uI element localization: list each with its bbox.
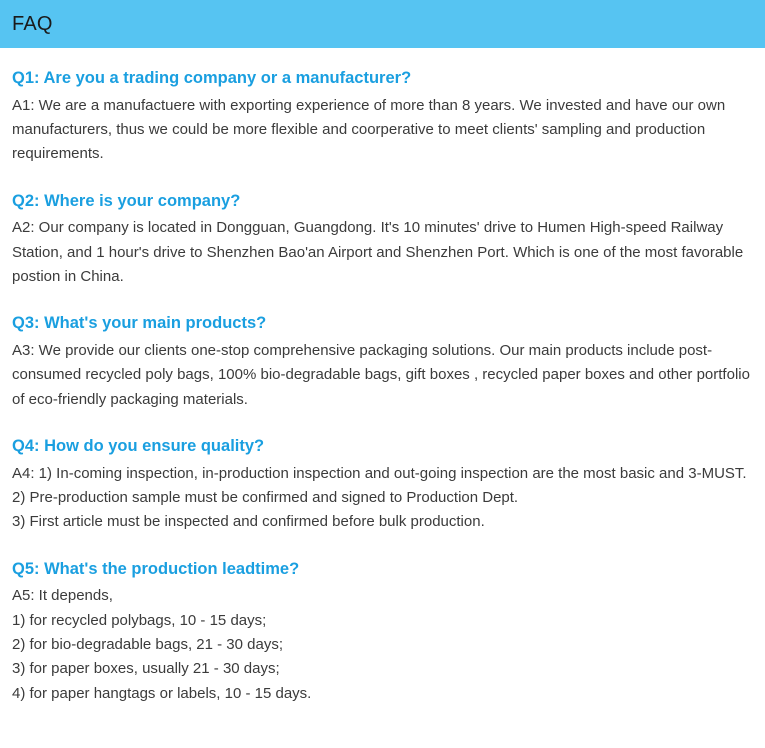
faq-answer-line: A4: 1) In-coming inspection, in-production inspection and out-going inspection are the most basic and 3-MUST.: [12, 464, 747, 482]
faq-answer: [12, 339, 751, 412]
faq-answer-line: A3: We provide our clients one-stop comprehensive packaging solutions. Our main products include post-consumed recycled poly bags, 100% bio-degradable bags, gift boxes , recycled paper boxes and other portfolio of eco-friendly packaging materials.: [12, 342, 750, 408]
faq-question: Q3: What's your main products?: [12, 314, 267, 333]
faq-item: [12, 311, 751, 412]
faq-item: [12, 189, 751, 290]
faq-answer-line: 2) for bio-degradable bags, 21 - 30 days;: [12, 635, 284, 653]
faq-answer-line: 3) for paper boxes, usually 21 - 30 days;: [12, 660, 280, 678]
page-title: FAQ: [12, 12, 53, 35]
faq-question: Q2: Where is your company?: [12, 191, 241, 210]
faq-answer-line: A5: It depends,: [12, 587, 113, 605]
faq-answer-line: A1: We are a manufactuere with exporting experience of more than 8 years. We invested and have our own manufacturers, thus we could be more flexible and coorperative to meet clients' sampling and production requirements.: [12, 96, 726, 163]
faq-header-bar: [0, 0, 765, 48]
faq-question: Q5: What's the production leadtime?: [12, 559, 300, 578]
faq-answer: [12, 216, 751, 289]
faq-answer-line: 1) for recycled polybags, 10 - 15 days;: [12, 611, 267, 629]
faq-answer-line: A2: Our company is located in Dongguan, Guangdong. It's 10 minutes' drive to Humen High-speed Railway Station, and 1 hour's drive to Shenzhen Bao'an Airport and Shenzhen Port. Which is one of the most favorable postion in China.: [12, 219, 744, 285]
faq-answer: [12, 94, 751, 167]
faq-item: [12, 66, 751, 167]
faq-question: Q4: How do you ensure quality?: [12, 436, 265, 455]
faq-content: [0, 66, 765, 706]
faq-item: [12, 434, 751, 535]
faq-question: Q1: Are you a trading company or a manufacturer?: [12, 69, 412, 87]
faq-answer-line: 3) First article must be inspected and confirmed before bulk production.: [12, 513, 485, 531]
faq-answer: [12, 462, 751, 535]
faq-answer: [12, 584, 751, 705]
faq-answer-line: 4) for paper hangtags or labels, 10 - 15 days.: [12, 684, 312, 702]
faq-answer-line: 2) Pre-production sample must be confirmed and signed to Production Dept.: [12, 488, 519, 506]
faq-item: [12, 557, 751, 706]
